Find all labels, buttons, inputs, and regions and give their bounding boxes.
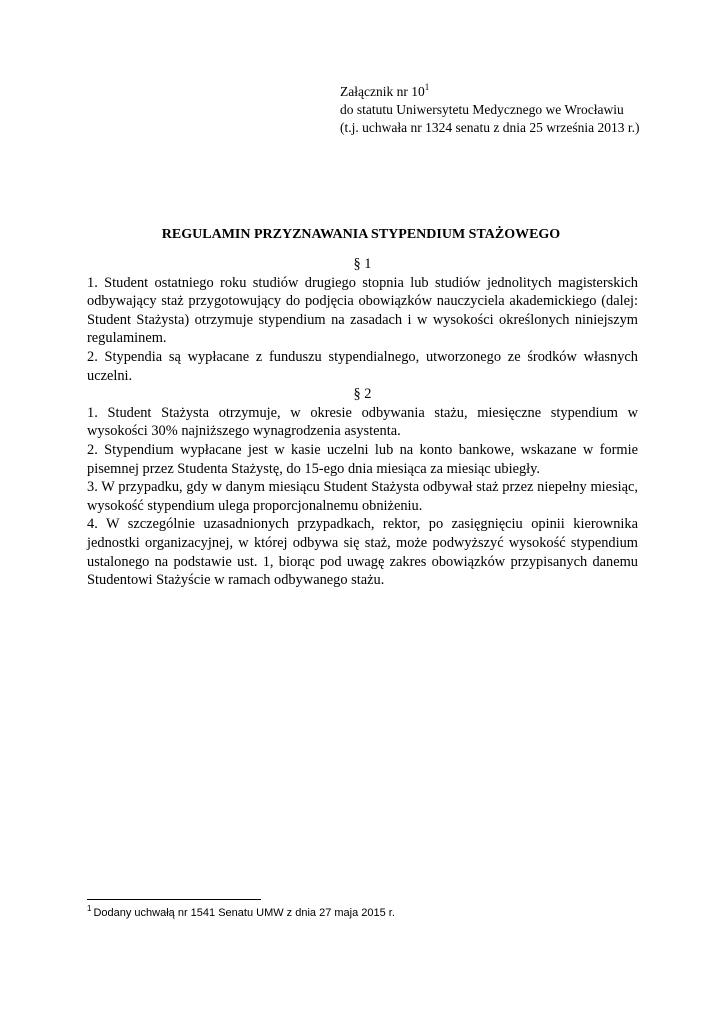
footnote-text: Dodany uchwałą nr 1541 Senatu UMW z dnia 27 maja 2015 r. [93,907,395,919]
footnote-reference: 1 [424,82,430,92]
paragraph: 2. Stypendia są wypłacane z funduszu stypendialnego, utworzonego ze środków własnych uczelni. [87,348,638,384]
section-2 [87,385,638,590]
paragraph: 3. W przypadku, gdy w danym miesiącu Student Stażysta odbywał staż przez niepełny miesiąc, wysokość stypendium ulega proporcjonalnemu obniżeniu. [87,479,638,514]
section-heading: § 2 [353,386,372,403]
attachment-label: Załącznik nr 10 [340,84,425,99]
section-heading: § 1 [353,256,372,272]
footnote [87,906,395,920]
attachment-header [340,83,640,137]
paragraph: 4. W szczególnie uzasadnionych przypadkach, rektor, po zasięgnięciu opinii kierownika jednostki organizacyjnej, w której odbywa się staż, może podwyższyć wysokość stypendium ustalonego na podstawie ust. 1, biorąc pod uwagę zakres obowiązków przypisanych danemu Studentowi Stażyście w ramach odbywanego stażu. [87,516,638,589]
statute-line: do statutu Uniwersytetu Medycznego we Wrocławiu [340,102,624,117]
document-title: REGULAMIN PRZYZNAWANIA STYPENDIUM STAŻOWEGO [161,227,561,242]
document-body [87,255,638,590]
paragraph: 1. Student ostatniego roku studiów drugiego stopnia lub studiów jednolitych magisterskich odbywający staż przygotowujący do podjęcia obowiązków nauczyciela akademickiego (dalej: Student Stażysta) otrzymuje stypendium na zasadach i w wysokości określonych niniejszym regulaminem. [87,274,638,347]
footnote-separator [87,899,261,900]
attachment-label-line [340,83,640,101]
resolution-line: (t.j. uchwała nr 1324 senatu z dnia 25 września 2013 r.) [340,120,640,135]
paragraph: 1. Student Stażysta otrzymuje, w okresie odbywania stażu, miesięczne stypendium w wysokości 30% najniższego wynagrodzenia asystenta. [87,404,638,440]
section-1 [87,255,638,385]
paragraph: 2. Stypendium wypłacane jest w kasie uczelni lub na konto bankowe, wskazane w formie pisemnej przez Studenta Stażystę, do 15-ego dnia miesiąca za miesiąc ubiegły. [87,441,638,477]
footnote-marker: 1 [87,904,92,913]
